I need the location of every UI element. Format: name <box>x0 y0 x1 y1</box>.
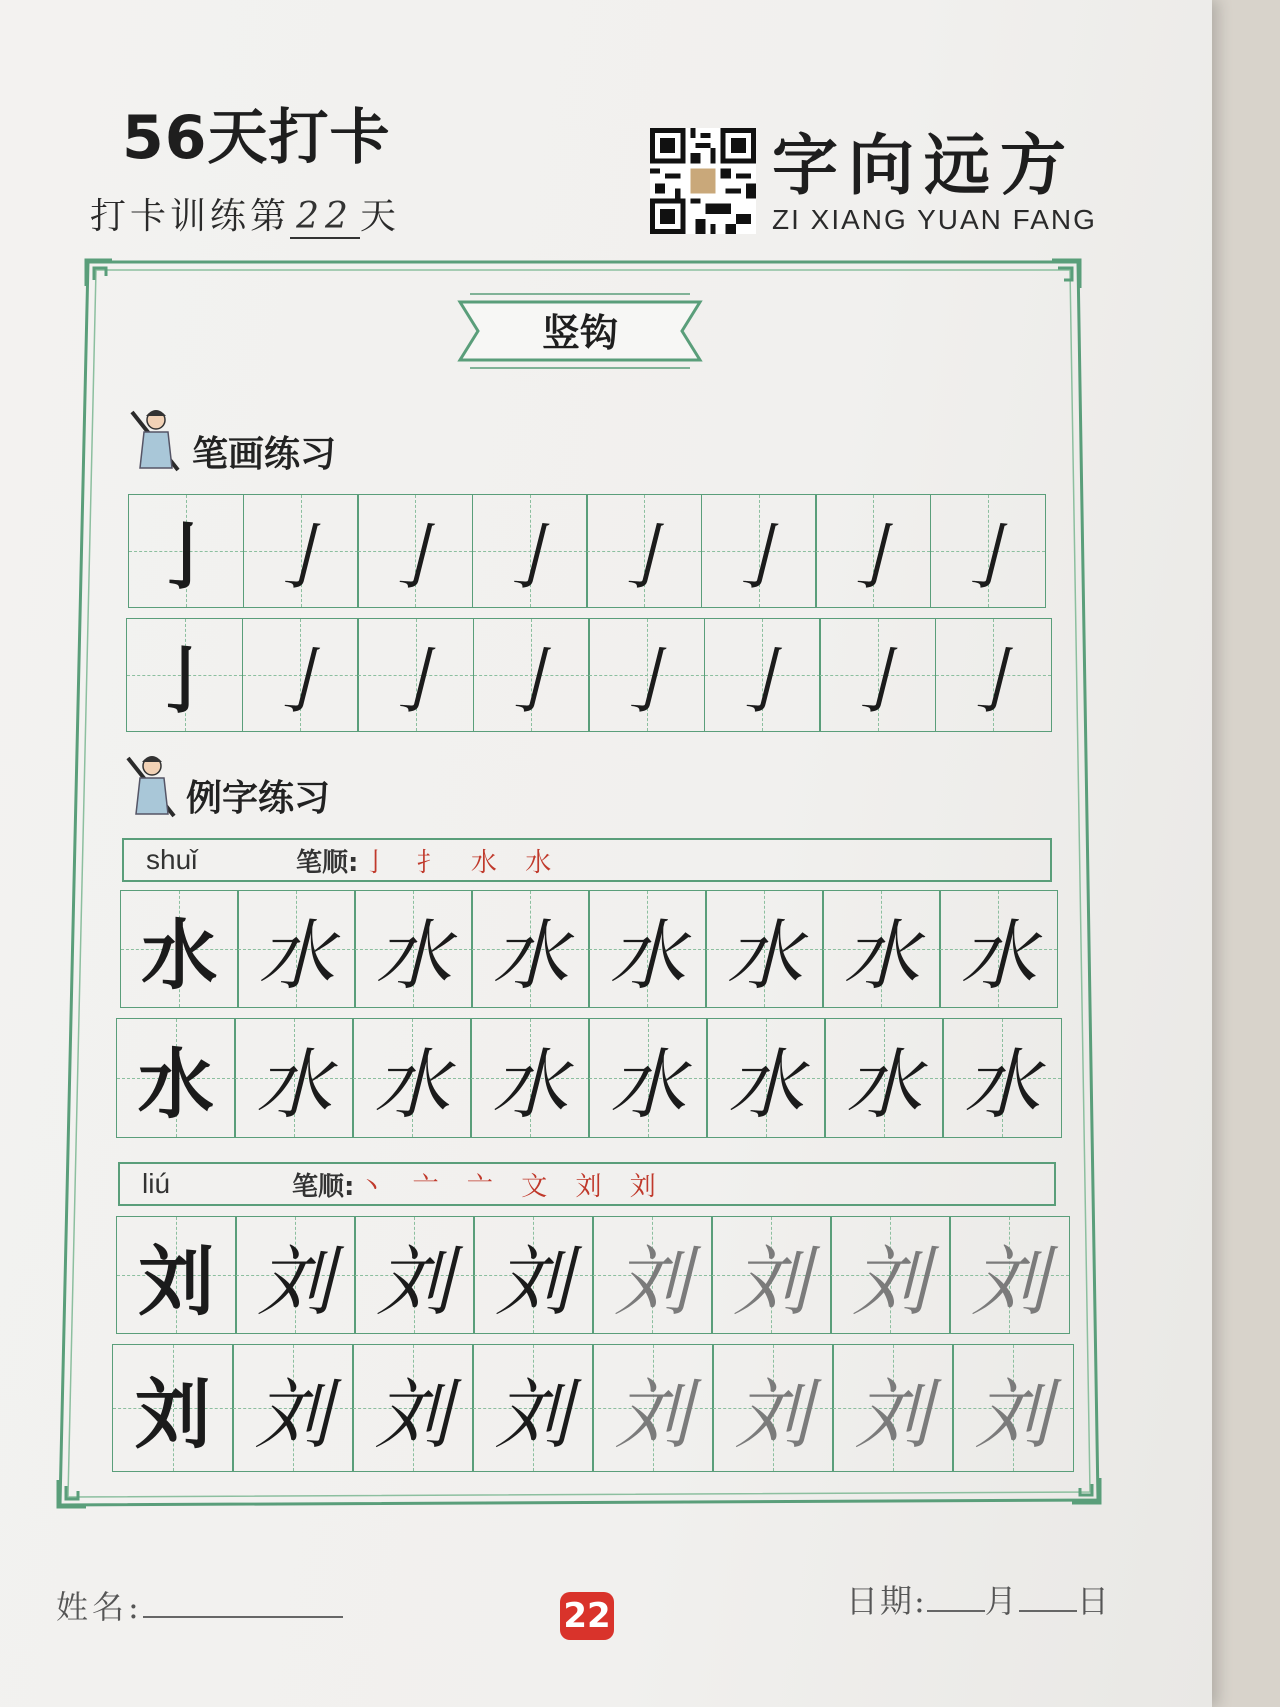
handwritten-glyph: 水 <box>726 910 803 1000</box>
practice-cell <box>830 1216 951 1334</box>
date-label: 日期: <box>846 1582 927 1620</box>
handwritten-glyph: 水 <box>375 910 452 1000</box>
month-blank <box>927 1610 985 1612</box>
handwritten-glyph: 刘 <box>734 1369 811 1459</box>
month-label: 月 <box>984 1582 1019 1620</box>
handwritten-glyph: 刘 <box>852 1236 929 1326</box>
practice-cell <box>357 618 474 732</box>
handwritten-glyph: 刘 <box>374 1369 451 1459</box>
practice-cell <box>234 1018 354 1138</box>
practice-cell <box>242 618 359 732</box>
practice-cell <box>705 890 824 1008</box>
handwritten-glyph: 亅 <box>610 639 683 723</box>
handwritten-glyph: 水 <box>491 1039 568 1129</box>
handwritten-glyph: 刘 <box>854 1369 931 1459</box>
practice-cell <box>711 1216 832 1334</box>
practice-cell <box>472 494 588 608</box>
practice-cell <box>822 890 941 1008</box>
practice-cell <box>116 1018 236 1138</box>
model-glyph: 水 <box>137 1039 214 1129</box>
handwritten-glyph: 刘 <box>376 1236 453 1326</box>
brand-logo-pinyin: ZI XIANG YUAN FANG <box>772 204 1097 235</box>
practice-cell <box>942 1018 1062 1138</box>
char-info-bar-liu <box>118 1162 1056 1206</box>
model-glyph: 刘 <box>138 1236 215 1326</box>
stroke-order-label: 笔顺: <box>296 847 359 878</box>
scholar-figure-icon <box>126 406 184 476</box>
practice-cell <box>473 1216 594 1334</box>
model-glyph: 水 <box>141 910 218 1000</box>
handwritten-glyph: 亅 <box>607 515 680 599</box>
handwritten-glyph: 亅 <box>725 639 798 723</box>
handwritten-glyph: 水 <box>492 910 569 1000</box>
handwritten-glyph: 亅 <box>956 639 1029 723</box>
handwritten-glyph: 刘 <box>974 1369 1051 1459</box>
day-suffix: 天 <box>360 196 401 237</box>
handwritten-glyph: 水 <box>258 910 335 1000</box>
stroke-order-steps: 亅 ⺘ 水 水 <box>362 847 562 878</box>
practice-cell <box>815 494 931 608</box>
practice-cell <box>471 890 590 1008</box>
brand-logo-chinese: 字向远方 <box>772 126 1076 204</box>
practice-cell <box>237 890 356 1008</box>
lesson-title: 竖钩 <box>541 311 618 355</box>
handwritten-glyph: 刘 <box>494 1369 571 1459</box>
practice-cell <box>824 1018 944 1138</box>
handwritten-glyph: 水 <box>255 1039 332 1129</box>
handwritten-glyph: 亅 <box>841 639 914 723</box>
practice-cell <box>112 1344 234 1472</box>
handwritten-glyph: 刘 <box>254 1369 331 1459</box>
handwritten-glyph: 水 <box>963 1039 1040 1129</box>
scholar-figure-icon <box>122 752 180 822</box>
practice-cell <box>712 1344 834 1472</box>
practice-cell <box>930 494 1046 608</box>
practice-cell <box>592 1216 713 1334</box>
practice-cell <box>352 1018 472 1138</box>
handwritten-glyph: 亅 <box>264 515 337 599</box>
practice-cell <box>472 1344 594 1472</box>
page-number-badge: 22 <box>560 1592 614 1640</box>
practice-cell <box>235 1216 356 1334</box>
stroke-order-label: 笔顺: <box>292 1171 355 1202</box>
handwritten-glyph: 刘 <box>257 1236 334 1326</box>
example-practice-heading: 例字练习 <box>186 778 331 819</box>
practice-cell <box>354 1216 475 1334</box>
handwritten-glyph: 水 <box>960 910 1037 1000</box>
handwritten-glyph: 亅 <box>493 515 566 599</box>
practice-cell <box>701 494 817 608</box>
handwritten-glyph: 水 <box>609 910 686 1000</box>
day-number-handwritten: 22 <box>290 196 360 239</box>
practice-cell <box>588 890 707 1008</box>
handwritten-glyph: 水 <box>609 1039 686 1129</box>
handwritten-glyph: 水 <box>845 1039 922 1129</box>
stroke-order-steps: 丶 亠 亠 文 刘 刘 <box>358 1171 666 1202</box>
handwritten-glyph: 亅 <box>379 639 452 723</box>
day-blank <box>1019 1610 1077 1612</box>
model-glyph: 亅 <box>149 514 222 599</box>
handwritten-glyph: 亅 <box>722 515 795 599</box>
name-field <box>56 1582 343 1628</box>
handwritten-glyph: 亅 <box>951 515 1024 599</box>
practice-cell <box>232 1344 354 1472</box>
practice-cell <box>126 618 243 732</box>
handwritten-glyph: 亅 <box>494 639 567 723</box>
handwritten-glyph: 刘 <box>971 1236 1048 1326</box>
handwritten-glyph: 刘 <box>614 1236 691 1326</box>
practice-cell <box>243 494 359 608</box>
model-glyph: 亅 <box>148 638 221 723</box>
name-blank <box>143 1616 343 1618</box>
handwritten-glyph: 刘 <box>614 1369 691 1459</box>
practice-cell <box>473 618 590 732</box>
practice-cell <box>952 1344 1074 1472</box>
practice-cell <box>592 1344 714 1472</box>
day-label: 日 <box>1076 1582 1111 1620</box>
date-field <box>846 1576 1111 1622</box>
handwritten-glyph: 亅 <box>378 515 451 599</box>
practice-cell <box>116 1216 237 1334</box>
handwritten-glyph: 水 <box>373 1039 450 1129</box>
practice-cell <box>704 618 821 732</box>
model-glyph: 刘 <box>134 1369 211 1459</box>
char-info-bar-shui <box>122 838 1052 882</box>
handwritten-glyph: 刘 <box>733 1236 810 1326</box>
practice-cell <box>120 890 239 1008</box>
practice-cell <box>588 1018 708 1138</box>
practice-cell <box>470 1018 590 1138</box>
handwritten-glyph: 水 <box>843 910 920 1000</box>
practice-cell <box>128 494 244 608</box>
handwritten-glyph: 亅 <box>263 639 336 723</box>
practice-cell <box>819 618 936 732</box>
handwritten-glyph: 水 <box>727 1039 804 1129</box>
practice-cell <box>586 494 702 608</box>
pinyin-label: liú <box>142 1168 171 1199</box>
pinyin-label: shuǐ <box>146 844 198 875</box>
practice-cell <box>706 1018 826 1138</box>
practice-cell <box>949 1216 1070 1334</box>
page-title: 56天打卡 <box>122 103 391 173</box>
handwritten-glyph: 亅 <box>836 515 909 599</box>
practice-cell <box>354 890 473 1008</box>
stroke-practice-heading: 笔画练习 <box>192 434 337 475</box>
practice-cell <box>588 618 705 732</box>
day-prefix: 打卡训练第 <box>90 196 291 237</box>
practice-cell <box>832 1344 954 1472</box>
name-label: 姓名: <box>56 1588 143 1626</box>
practice-cell <box>935 618 1052 732</box>
practice-cell <box>352 1344 474 1472</box>
handwritten-glyph: 刘 <box>495 1236 572 1326</box>
practice-cell <box>939 890 1058 1008</box>
practice-cell <box>357 494 473 608</box>
